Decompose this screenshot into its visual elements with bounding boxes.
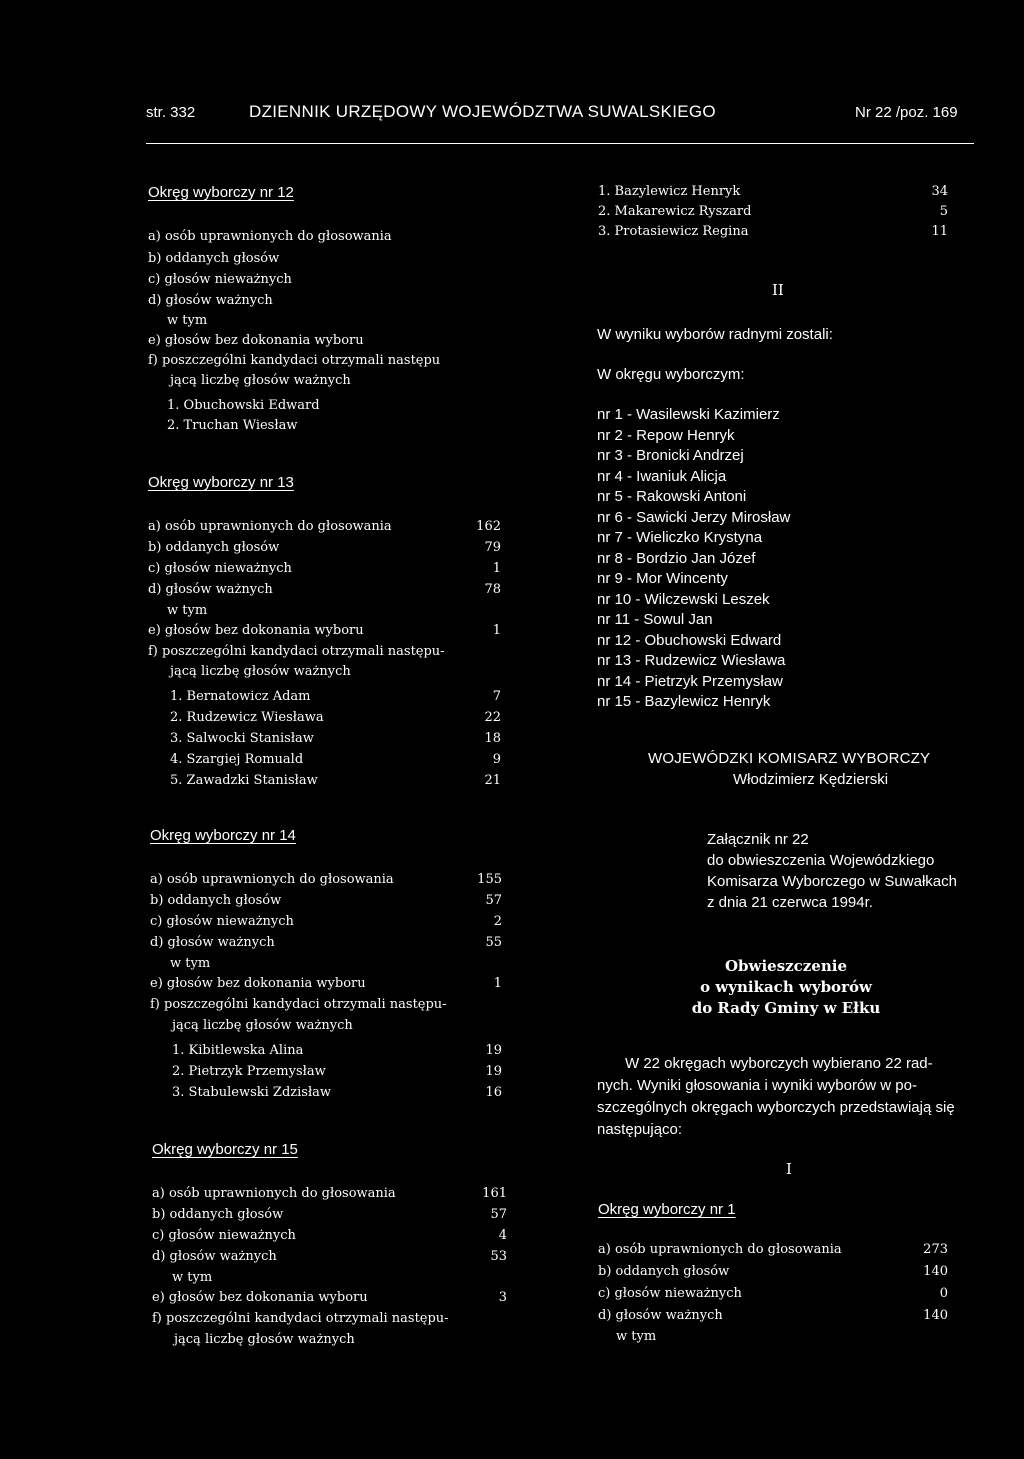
okreg-12-e: e) głosów bez dokonania wyboru xyxy=(148,333,364,348)
okreg-14-f1: f) poszczególni kandydaci otrzymali następu- xyxy=(150,997,447,1012)
okreg-13-a: a) osób uprawnionych do głosowania xyxy=(148,519,392,534)
okreg-14-c-value: 2 xyxy=(493,914,502,929)
okreg-1-c-value: 0 xyxy=(939,1286,948,1301)
okreg-15-d-value: 53 xyxy=(490,1249,507,1264)
okreg-13-c: c) głosów nieważnych xyxy=(148,561,292,576)
signature-title: WOJEWÓDZKI KOMISARZ WYBORCZY xyxy=(648,750,931,767)
okreg-13-e-value: 1 xyxy=(492,623,501,638)
signature-name: Włodzimierz Kędzierski xyxy=(733,771,889,788)
okreg-1-a: a) osób uprawnionych do głosowania xyxy=(598,1242,842,1257)
section-roman-1: I xyxy=(786,1160,792,1178)
okreg-1-wtym: w tym xyxy=(616,1329,657,1344)
okreg-14-c: c) głosów nieważnych xyxy=(150,914,294,929)
header-rule xyxy=(146,143,974,144)
okreg-14-candidate-2-votes: 19 xyxy=(485,1064,502,1079)
section-roman-2: II xyxy=(772,281,784,299)
elected-list-item: nr 14 - Pietrzyk Przemysław xyxy=(597,672,783,690)
okreg-15-title: Okręg wyborczy nr 15 xyxy=(152,1141,298,1158)
okreg-14-d: d) głosów ważnych xyxy=(150,935,275,950)
okreg-14-a-value: 155 xyxy=(477,872,502,887)
okreg-12-right-candidate-2-votes: 5 xyxy=(939,204,948,219)
okreg-13-d-value: 78 xyxy=(484,582,501,597)
okreg-14-candidate-3: 3. Stabulewski Zdzisław xyxy=(172,1085,332,1100)
elected-list-item: nr 6 - Sawicki Jerzy Mirosław xyxy=(597,508,791,526)
okreg-15-a-value: 161 xyxy=(482,1186,507,1201)
okreg-13-e: e) głosów bez dokonania wyboru xyxy=(148,623,364,638)
notice-paragraph-1: W 22 okręgach wyborczych wybierano 22 rad- xyxy=(625,1055,933,1072)
elected-list-item: nr 7 - Wieliczko Krystyna xyxy=(597,529,763,546)
okreg-14-f2: jącą liczbę głosów ważnych xyxy=(172,1018,353,1033)
elected-list-item: nr 15 - Bazylewicz Henryk xyxy=(597,693,771,710)
okreg-15-b: b) oddanych głosów xyxy=(152,1207,284,1222)
okreg-1-a-value: 273 xyxy=(923,1242,948,1257)
okreg-13-b: b) oddanych głosów xyxy=(148,540,280,555)
okreg-15-e: e) głosów bez dokonania wyboru xyxy=(152,1290,368,1305)
okreg-15-f1: f) poszczególni kandydaci otrzymali następu- xyxy=(152,1311,449,1326)
okreg-12-candidate-2: 2. Truchan Wiesław xyxy=(167,418,298,433)
okreg-13-candidate-5: 5. Zawadzki Stanisław xyxy=(170,773,318,788)
result-heading: W wyniku wyborów radnymi zostali: xyxy=(597,326,833,343)
okreg-1-c: c) głosów nieważnych xyxy=(598,1286,742,1301)
okreg-13-candidate-5-votes: 21 xyxy=(484,773,501,788)
okreg-13-candidate-1: 1. Bernatowicz Adam xyxy=(170,689,311,704)
elected-list-item: nr 11 - Sowul Jan xyxy=(597,611,713,628)
okreg-1-d-value: 140 xyxy=(923,1308,948,1323)
annex-line-1: Załącznik nr 22 xyxy=(707,831,809,848)
okreg-12-f2: jącą liczbę głosów ważnych xyxy=(170,373,351,388)
elected-list-item: nr 9 - Mor Wincenty xyxy=(597,570,728,587)
okreg-12-right-candidate-1-votes: 34 xyxy=(931,184,948,199)
elected-list-item: nr 12 - Obuchowski Edward xyxy=(597,631,782,649)
okreg-14-b: b) oddanych głosów xyxy=(150,893,282,908)
okreg-13-f2: jącą liczbę głosów ważnych xyxy=(170,664,351,679)
okreg-14-b-value: 57 xyxy=(485,893,502,908)
elected-list-item: nr 2 - Repow Henryk xyxy=(597,426,735,444)
okreg-13-candidate-1-votes: 7 xyxy=(492,689,501,704)
notice-paragraph-2: nych. Wyniki głosowania i wyniki wyborów w po- xyxy=(597,1077,917,1094)
okreg-13-wtym: w tym xyxy=(167,603,208,618)
elected-list-item: nr 4 - Iwaniuk Alicja xyxy=(597,467,727,485)
okreg-15-d: d) głosów ważnych xyxy=(152,1249,277,1264)
okreg-14-d-value: 55 xyxy=(485,935,502,950)
okreg-12-d: d) głosów ważnych xyxy=(148,293,273,308)
journal-title: DZIENNIK URZĘDOWY WOJEWÓDZTWA SUWALSKIEGO xyxy=(249,102,716,121)
elected-list-item: nr 13 - Rudzewicz Wiesława xyxy=(597,652,786,669)
elected-list-item: nr 3 - Bronicki Andrzej xyxy=(597,447,744,464)
okreg-12-a: a) osób uprawnionych do głosowania xyxy=(148,229,392,244)
okreg-14-wtym: w tym xyxy=(170,956,211,971)
okreg-12-candidate-1: 1. Obuchowski Edward xyxy=(167,398,320,413)
elected-list-item: nr 10 - Wilczewski Leszek xyxy=(597,590,770,608)
okreg-14-candidate-1-votes: 19 xyxy=(485,1043,502,1058)
okreg-13-candidate-2: 2. Rudzewicz Wiesława xyxy=(170,710,324,725)
issue-number: Nr 22 /poz. 169 xyxy=(855,104,958,121)
okreg-1-b: b) oddanych głosów xyxy=(598,1264,730,1279)
annex-line-3: Komisarza Wyborczego w Suwałkach xyxy=(707,873,957,890)
notice-title-1: Obwieszczenie xyxy=(724,957,847,975)
notice-paragraph-4: następująco: xyxy=(597,1121,683,1138)
okreg-12-wtym: w tym xyxy=(167,313,208,328)
okreg-heading: W okręgu wyborczym: xyxy=(597,366,745,383)
okreg-1-d: d) głosów ważnych xyxy=(598,1308,723,1323)
okreg-12-c: c) głosów nieważnych xyxy=(148,272,292,287)
page-number: str. 332 xyxy=(146,104,196,121)
okreg-13-candidate-3-votes: 18 xyxy=(484,731,501,746)
okreg-14-candidate-1: 1. Kibitlewska Alina xyxy=(172,1043,304,1058)
notice-title-3: do Rady Gminy w Ełku xyxy=(691,999,881,1017)
okreg-13-f1: f) poszczególni kandydaci otrzymali następu- xyxy=(148,644,445,659)
okreg-13-c-value: 1 xyxy=(492,561,501,576)
okreg-12-right-candidate-1: 1. Bazylewicz Henryk xyxy=(598,184,741,199)
okreg-14-e-value: 1 xyxy=(493,976,502,991)
okreg-14-a: a) osób uprawnionych do głosowania xyxy=(150,872,394,887)
okreg-12-right-candidate-2: 2. Makarewicz Ryszard xyxy=(598,204,752,219)
okreg-12-right-candidate-3: 3. Protasiewicz Regina xyxy=(598,224,749,239)
okreg-15-c: c) głosów nieważnych xyxy=(152,1228,296,1243)
okreg-13-candidate-4-votes: 9 xyxy=(492,752,501,767)
okreg-15-wtym: w tym xyxy=(172,1270,213,1285)
okreg-13-d: d) głosów ważnych xyxy=(148,582,273,597)
notice-paragraph-3: szczególnych okręgach wyborczych przedstawiają się xyxy=(597,1099,955,1116)
okreg-15-c-value: 4 xyxy=(498,1228,507,1243)
okreg-15-a: a) osób uprawnionych do głosowania xyxy=(152,1186,396,1201)
elected-list-item: nr 8 - Bordzio Jan Józef xyxy=(597,549,756,567)
elected-list-item: nr 1 - Wasilewski Kazimierz xyxy=(597,406,780,423)
okreg-12-title: Okręg wyborczy nr 12 xyxy=(148,184,294,201)
okreg-14-e: e) głosów bez dokonania wyboru xyxy=(150,976,366,991)
okreg-13-candidate-4: 4. Szargiej Romuald xyxy=(170,752,304,767)
okreg-12-f1: f) poszczególni kandydaci otrzymali następu xyxy=(148,353,441,368)
okreg-13-candidate-3: 3. Salwocki Stanisław xyxy=(170,731,314,746)
okreg-15-f2: jącą liczbę głosów ważnych xyxy=(174,1332,355,1347)
okreg-13-a-value: 162 xyxy=(476,519,501,534)
okreg-13-candidate-2-votes: 22 xyxy=(484,710,501,725)
okreg-14-candidate-3-votes: 16 xyxy=(485,1085,502,1100)
okreg-1-b-value: 140 xyxy=(923,1264,948,1279)
okreg-15-e-value: 3 xyxy=(498,1290,507,1305)
okreg-13-title: Okręg wyborczy nr 13 xyxy=(148,474,294,491)
elected-list-item: nr 5 - Rakowski Antoni xyxy=(597,488,747,505)
annex-line-2: do obwieszczenia Wojewódzkiego xyxy=(707,852,935,869)
okreg-12-right-candidate-3-votes: 11 xyxy=(931,224,948,239)
okreg-1-title: Okręg wyborczy nr 1 xyxy=(598,1201,736,1218)
okreg-12-b: b) oddanych głosów xyxy=(148,251,280,266)
okreg-15-b-value: 57 xyxy=(490,1207,507,1222)
annex-line-4: z dnia 21 czerwca 1994r. xyxy=(707,894,873,911)
okreg-14-candidate-2: 2. Pietrzyk Przemysław xyxy=(172,1064,326,1079)
okreg-13-b-value: 79 xyxy=(484,540,501,555)
notice-title-2: o wynikach wyborów xyxy=(700,978,872,996)
okreg-14-title: Okręg wyborczy nr 14 xyxy=(150,827,296,844)
